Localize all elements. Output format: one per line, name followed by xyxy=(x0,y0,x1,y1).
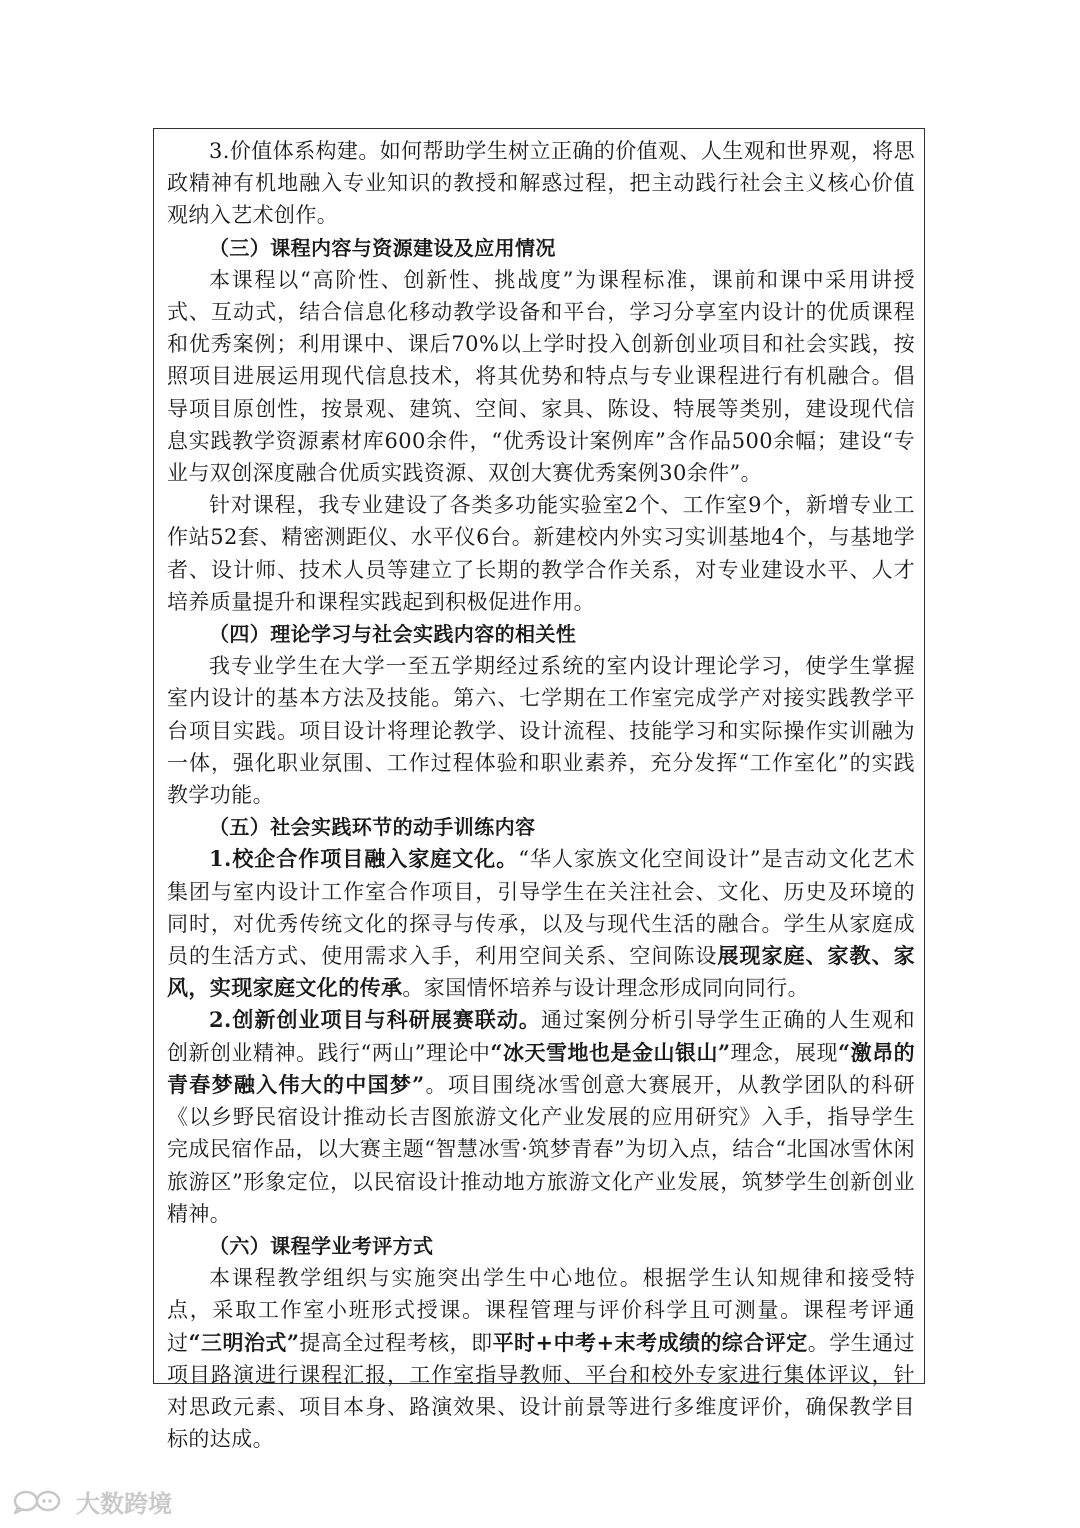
text-run: “华人家族文化空间设计”是吉动文化艺术集团与室内设计工作室合作项目，引导学生在关注社会、文化、历史及环境的同时，对优秀传统文化的探寻与传承，以及与现代生活的融合。学生从家庭成员的生活方式、使用需求入手，利用空间关系、空间陈设 xyxy=(167,847,915,969)
body-paragraph xyxy=(167,1262,915,1455)
section-heading xyxy=(167,811,915,843)
section-heading xyxy=(167,1230,915,1262)
watermark-text: 大数跨境 xyxy=(76,1490,172,1518)
text-run: （五）社会实践环节的动手训练内容 xyxy=(209,815,536,840)
chat-bubbles-logo-icon xyxy=(12,1489,70,1515)
body-paragraph xyxy=(167,264,915,489)
bold-text: “冰天雪地也是金山银山” xyxy=(490,1039,731,1065)
text-run: 本课程以“高阶性、创新性、挑战度”为课程标准，课前和课中采用讲授式、互动式，结合信息化移动教学设备和平台，学习分享室内设计的优质课程和优秀案例；利用课中、课后70%以上学时投入创新创业项目和社会实践，按照项目进展运用现代信息技术，将其优势和特点与专业课程进行有机融合。倡导项目原创性，按景观、建筑、空间、家具、陈设、特展等类别，建设现代信息实践教学资源素材库600余件，“优秀设计案例库”含作品500余幅；建设“专业与双创深度融合优质实践资源、双创大赛优秀案例30余件”。 xyxy=(167,267,915,486)
bold-text: 平时+中考+末考成绩的综合评定 xyxy=(492,1329,808,1355)
text-run: 理念，展现 xyxy=(730,1040,839,1065)
section-heading xyxy=(167,618,915,650)
watermark xyxy=(12,1484,172,1519)
text-run: 本课程教学组织与实施突出学生中心地位。根据学生认知规律和接受特点，采取工作室小班形式授课。课程管理与评价科学且可测量。课程考评通过 xyxy=(167,1266,915,1355)
bold-text: 展现家庭、家教、家风，实现家庭文化的传承 xyxy=(167,943,915,1001)
text-run: 。项目围绕冰雪创意大赛展开，从教学团队的科研《以乡野民宿设计推动长吉图旅游文化产业发展的应用研究》入手，指导学生完成民宿作品，以大赛主题“智慧冰雪·筑梦青春”为切入点，结合“北国冰雪休闲旅游区”形象定位，以民宿设计推动地方旅游文化产业发展，筑梦学生创新创业精神。 xyxy=(167,1072,915,1226)
body-paragraph xyxy=(167,489,915,618)
body-paragraph xyxy=(167,1004,915,1229)
text-run: 通过案例分析引导学生正确的人生观和创新创业精神。践行“两山”理论中 xyxy=(167,1008,915,1065)
text-run: 3.价值体系构建。如何帮助学生树立正确的价值观、人生观和世界观，将思政精神有机地融入专业知识的教授和解惑过程，把主动践行社会主义核心价值观纳入艺术创作。 xyxy=(167,139,915,228)
text-run: （四）理论学习与社会实践内容的相关性 xyxy=(209,622,577,647)
bold-text: 2.创新创业项目与科研展赛联动。 xyxy=(209,1007,541,1033)
text-run: 提高全过程考核，即 xyxy=(299,1330,493,1355)
section-heading xyxy=(167,232,915,264)
body-paragraph xyxy=(167,650,915,811)
text-run: （三）课程内容与资源建设及应用情况 xyxy=(209,235,556,260)
document-body xyxy=(167,135,915,1455)
body-paragraph xyxy=(167,135,915,232)
bold-text: “激昂的青春梦融入伟大的中国梦” xyxy=(167,1039,915,1097)
text-run: （六）课程学业考评方式 xyxy=(209,1233,434,1258)
bold-text: 1.校企合作项目融入家庭文化。 xyxy=(209,846,519,872)
text-run: 我专业学生在大学一至五学期经过系统的室内设计理论学习，使学生掌握室内设计的基本方法及技能。第六、七学期在工作室完成学产对接实践教学平台项目实践。项目设计将理论教学、设计流程、技能学习和实际操作实训融为一体，强化职业氛围、工作过程体验和职业素养，充分发挥“工作室化”的实践教学功能。 xyxy=(167,654,915,808)
text-run: 。学生通过项目路演进行课程汇报，工作室指导教师、平台和校外专家进行集体评议，针对思政元素、项目本身、路演效果、设计前景等进行多维度评价，确保教学目标的达成。 xyxy=(167,1330,915,1452)
bold-text: “三明治式” xyxy=(188,1329,300,1355)
body-paragraph xyxy=(167,843,915,1004)
text-run: 针对课程，我专业建设了各类多功能实验室2个、工作室9个，新增专业工作站52套、精密测距仪、水平仪6台。新建校内外实习实训基地4个，与基地学者、设计师、技术人员等建立了长期的教学合作关系，对专业建设水平、人才培养质量提升和课程实践起到积极促进作用。 xyxy=(167,493,915,614)
text-run: 。家国情怀培养与设计理念形成同向同行。 xyxy=(402,976,810,1001)
